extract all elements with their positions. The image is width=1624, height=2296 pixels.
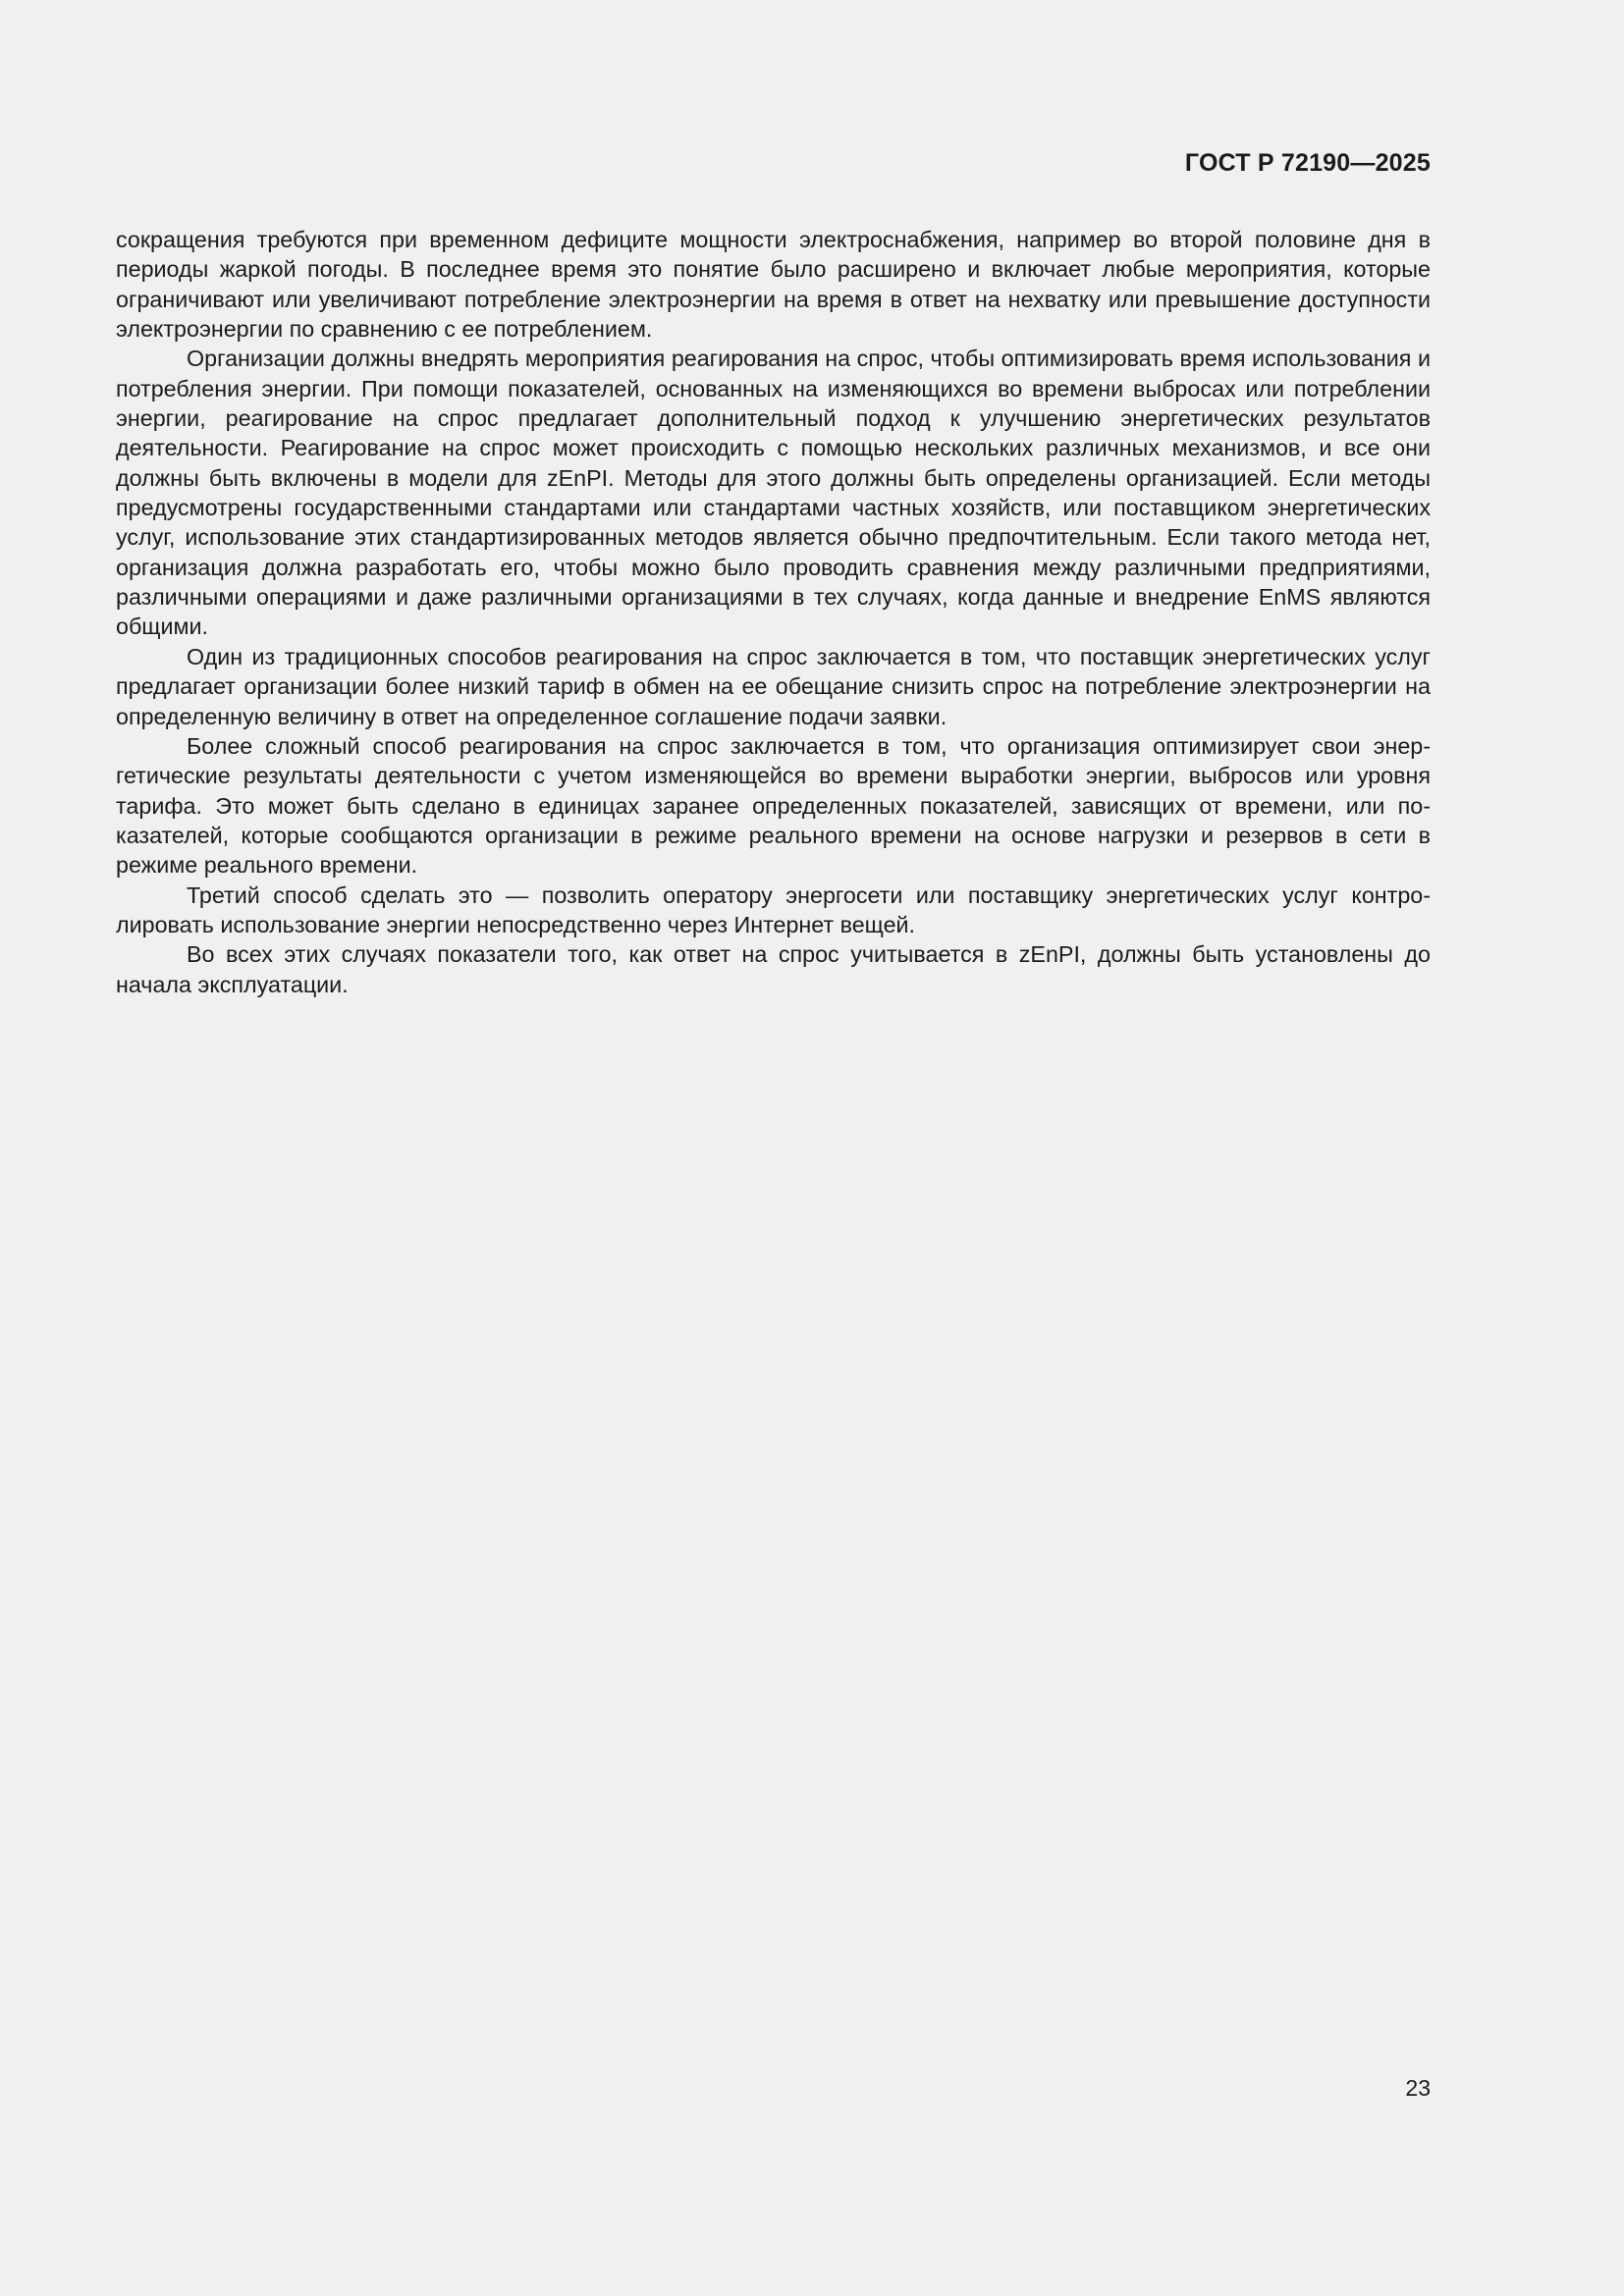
paragraph: Один из традиционных способов реагирования на спрос заключается в том, что поставщик энергетических услуг предлагает организации более низкий тариф в обмен на ее обещание снизить спрос на потребление электроэнергии на определенную величину в ответ на определенное соглашение подачи заявки.: [116, 643, 1431, 729]
paragraph: Более сложный способ реагирования на спрос заключается в том, что организация оптимизирует свои энергетические результаты деятельности с учетом изменяющейся во времени выработки энергии, выбросов или уровня тарифа. Это может быть сделано в единицах заранее определенных показателей, зависящих от времени, или показателей, которые сообщаются организации в режиме реального времени на основе нагрузки и резервов в сети в режиме реального времени.: [116, 732, 1431, 879]
page-number: 23: [1405, 2075, 1431, 2101]
paragraph: Во всех этих случаях показатели того, как ответ на спрос учитывается в zEnPI, должны быть установлены до начала эксплуатации.: [116, 941, 1431, 997]
body-text: [116, 225, 1431, 999]
paragraph: Организации должны внедрять мероприятия реагирования на спрос, чтобы оптимизировать время использования и потребления энергии. При помощи показателей, основанных на изменяющихся во времени выбросах или потреблении энергии, реагирование на спрос предлагает дополнительный подход к улучшению энергетических результатов деятельности. Реагирование на спрос может происходить с помощью нескольких различных механизмов, и все они должны быть включены в модели для zEnPI. Методы для этого должны быть определены организацией. Если методы предусмотрены государственными стандартами или стандартами частных хозяйств, или поставщиком энергетических услуг, использование этих стандартизированных методов является обычно предпочтительным. Если такого метода нет, организация должна разработать его, чтобы можно было проводить сравнения между различными предприятиями, различными операциями и даже различными организациями в тех случаях, когда данные и внедрение EnMS являются общими.: [116, 346, 1431, 640]
paragraph: Третий способ сделать это — позволить оператору энергосети или поставщику энергетических услуг контролировать использование энергии непосредственно через Интернет вещей.: [116, 881, 1431, 937]
standard-designation: ГОСТ Р 72190—2025: [1184, 149, 1431, 177]
paragraph-continuation: сокращения требуются при временном дефиците мощности электроснабжения, например во второй половине дня в периоды жаркой погоды. В последнее время это понятие было расширено и включает любые мероприятия, которые ограничивают или увеличивают потребление электроэнергии на время в ответ на нехватку или превышение доступности электроэнергии по сравнению с ее потреблением.: [116, 227, 1431, 343]
